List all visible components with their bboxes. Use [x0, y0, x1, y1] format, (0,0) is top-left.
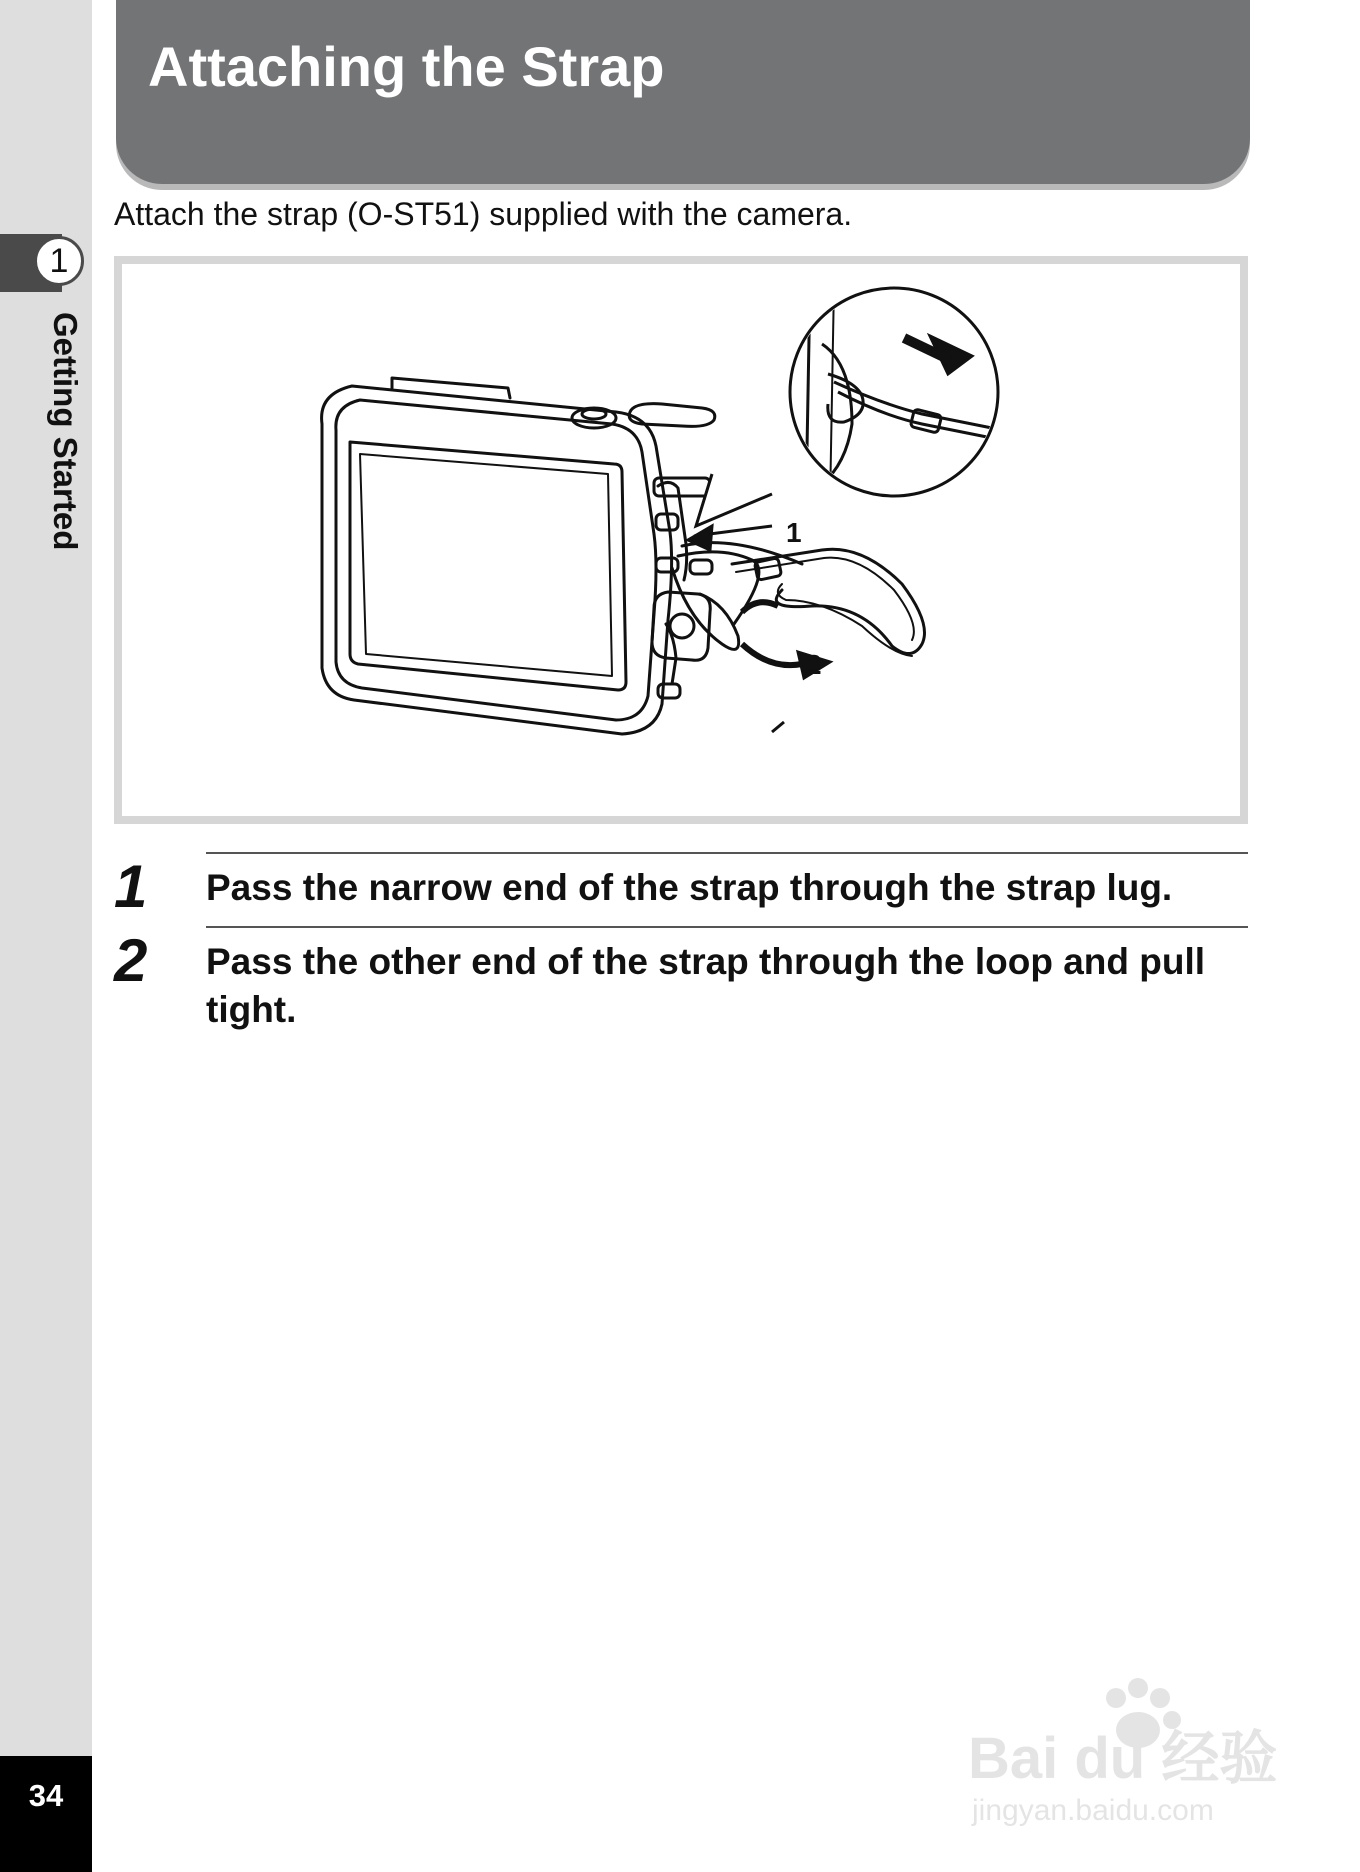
callout-1-label: 1	[786, 517, 802, 548]
page-number: 34	[28, 1778, 64, 1813]
inset-pointer	[696, 474, 772, 526]
lcd-screen	[350, 442, 626, 690]
arrow-2-icon	[742, 644, 802, 665]
intro-text: Attach the strap (O-ST51) supplied with the camera.	[114, 196, 853, 232]
shutter-button	[629, 404, 715, 427]
strap-illustration	[114, 256, 1248, 824]
step-1-number: 1	[114, 853, 148, 920]
step-2-text: Pass the other end of the strap through the loop and pull tight.	[206, 941, 1206, 1030]
camera-body	[322, 386, 672, 734]
callout-2-label: 2	[806, 649, 822, 680]
page-number-box	[0, 1756, 92, 1872]
watermark-brand: Bai du 经验	[968, 1726, 1278, 1791]
page-title: Attaching the Strap	[148, 35, 665, 98]
step-2-number: 2	[114, 927, 148, 994]
watermark-url: jingyan.baidu.com	[972, 1794, 1214, 1827]
step-1-text: Pass the narrow end of the strap through the strap lug.	[206, 867, 1173, 908]
sidebar	[0, 0, 92, 1872]
chapter-number: 1	[34, 236, 84, 286]
camera-strap-drawing	[122, 264, 1240, 816]
chapter-title: Getting Started	[47, 312, 84, 551]
arrow-1-icon	[688, 526, 712, 550]
chapter-tab	[0, 234, 92, 292]
step-1-rule	[206, 852, 1248, 854]
step-2-rule	[206, 926, 1248, 928]
baidu-watermark-logo	[968, 1660, 1288, 1830]
camera-body-inner	[336, 400, 656, 720]
magnified-inset	[790, 288, 998, 496]
